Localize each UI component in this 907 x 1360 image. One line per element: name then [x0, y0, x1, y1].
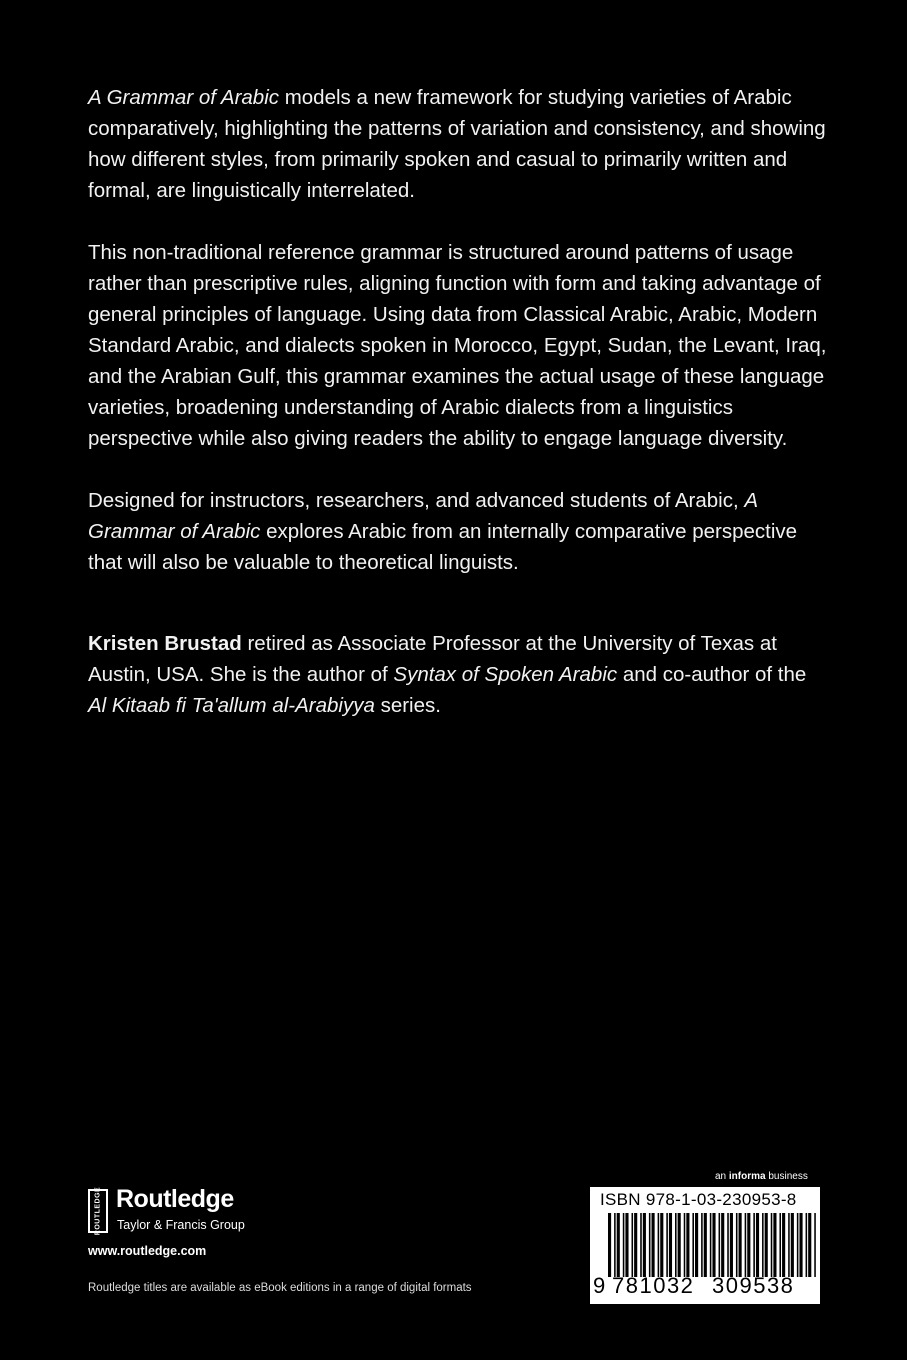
isbn-number: ISBN 978-1-03-230953-8 — [600, 1190, 797, 1209]
barcode-bar — [779, 1213, 781, 1277]
barcode-bar — [634, 1213, 637, 1277]
barcode-bar — [791, 1213, 794, 1277]
barcode-bar — [782, 1213, 785, 1277]
barcode-bar — [649, 1213, 651, 1277]
barcode-bar — [739, 1213, 742, 1277]
author-bio: Kristen Brustad retired as Associate Professor at the University of Texas at Austin, USA. She is the author of Syntax of Spoken Arabic and co-author of the Al Kitaab fi Ta'allum al-Arabiyya series. — [88, 632, 807, 717]
description-paragraph-3: Designed for instructors, researchers, and advanced students of Arabic, A Grammar of Arabic explores Arabic from an internally comparative perspective that will also be valuable to theoretical linguists. — [88, 489, 798, 574]
barcode-bar — [788, 1213, 790, 1277]
barcode-bar — [730, 1213, 733, 1277]
description-paragraph-1: A Grammar of Arabic models a new framework for studying varieties of Arabic comparatively, highlighting the patterns of variation and consistency, and showing how different styles, from primarily spoken and casual to primarily written and formal, are linguistically interrelated. — [88, 86, 826, 202]
barcode-bar — [686, 1213, 689, 1277]
barcode-bar — [771, 1213, 773, 1277]
barcode-bar — [765, 1213, 768, 1277]
barcode-bar — [701, 1213, 703, 1277]
isbn-barcode — [590, 1187, 820, 1304]
barcode-bar — [617, 1213, 620, 1277]
barcode-bar — [756, 1213, 759, 1277]
author-book-title: Syntax of Spoken Arabic — [393, 663, 618, 686]
back-cover-blurb — [88, 82, 828, 752]
barcode-bar — [712, 1213, 715, 1277]
barcode-bar — [632, 1213, 634, 1277]
barcode-bar — [704, 1213, 707, 1277]
publisher-name: Routledge — [116, 1185, 234, 1213]
barcode-bar — [721, 1213, 724, 1277]
barcode-bar — [623, 1213, 625, 1277]
barcode-bar — [614, 1213, 616, 1277]
barcode-bar — [640, 1213, 642, 1277]
barcode-bar — [608, 1213, 611, 1277]
routledge-mark-icon: ROUTLEDGE — [88, 1189, 108, 1233]
barcode-bar — [727, 1213, 729, 1277]
barcode-bar — [692, 1213, 694, 1277]
barcode-bar — [799, 1213, 802, 1277]
barcode-bar — [669, 1213, 672, 1277]
barcode-icon — [608, 1213, 816, 1277]
barcode-bar — [684, 1213, 686, 1277]
barcode-bar — [736, 1213, 738, 1277]
publisher-group: Taylor & Francis Group — [117, 1218, 245, 1232]
barcode-bar — [762, 1213, 764, 1277]
barcode-bar — [625, 1213, 628, 1277]
barcode-bar — [773, 1213, 776, 1277]
barcode-bar — [660, 1213, 663, 1277]
informa-tagline: an informa business — [715, 1171, 808, 1182]
barcode-bar — [666, 1213, 668, 1277]
barcode-bar — [719, 1213, 721, 1277]
publisher-logo — [88, 1185, 348, 1238]
barcode-bar — [806, 1213, 808, 1277]
author-name: Kristen Brustad — [88, 632, 242, 655]
barcode-bar — [652, 1213, 655, 1277]
book-title: A Grammar of Arabic — [88, 489, 758, 543]
barcode-bar — [658, 1213, 660, 1277]
author-series-title: Al Kitaab fi Ta'allum al-Arabiyya — [88, 694, 375, 717]
barcode-bar — [745, 1213, 747, 1277]
barcode-bar — [808, 1213, 811, 1277]
barcode-bar — [747, 1213, 750, 1277]
barcode-bar — [814, 1213, 816, 1277]
barcode-bar — [643, 1213, 646, 1277]
barcode-bar — [710, 1213, 712, 1277]
barcode-bar — [678, 1213, 681, 1277]
barcode-bar — [695, 1213, 698, 1277]
ebook-note: Routledge titles are available as eBook editions in a range of digital formats — [88, 1282, 472, 1294]
description-paragraph-2: This non-traditional reference grammar is structured around patterns of usage rather than prescriptive rules, aligning function with form and taking advantage of general principles of language. Using data from Classical Arabic, Arabic, Modern Standard Arabic, and dialects spoken in Morocco, Egypt, Sudan, the Levant, Iraq, and the Arabian Gulf, this grammar examines the actual usage of these language varieties, broadening understanding of Arabic dialects from a linguistics perspective while also giving readers the ability to engage language diversity. — [88, 241, 827, 450]
barcode-bar — [675, 1213, 677, 1277]
publisher-url: www.routledge.com — [88, 1244, 207, 1258]
barcode-digits: 9 781032 309538 — [593, 1273, 795, 1298]
barcode-bar — [753, 1213, 755, 1277]
book-title: A Grammar of Arabic — [88, 86, 279, 109]
barcode-bar — [797, 1213, 799, 1277]
